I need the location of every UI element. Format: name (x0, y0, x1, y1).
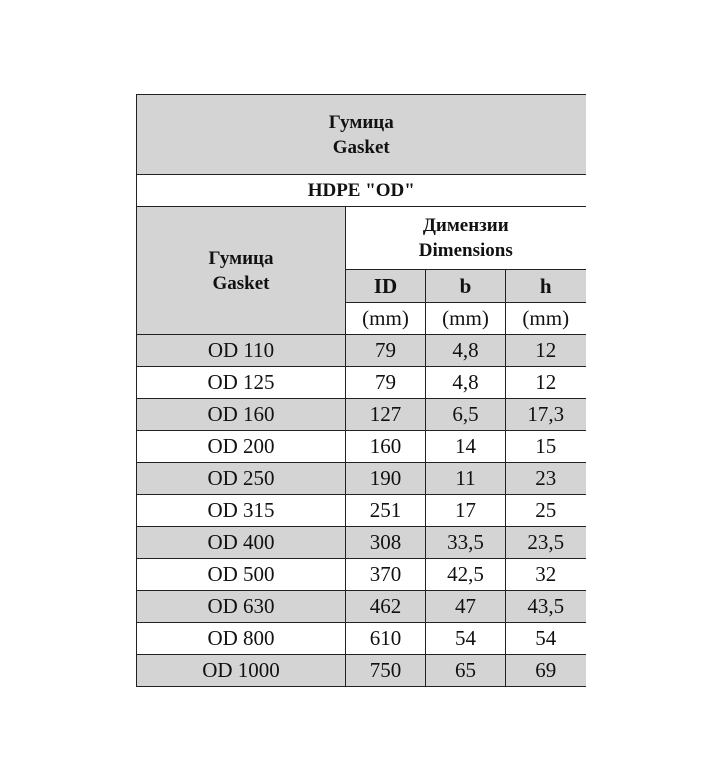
gasket-cell: OD 400 (137, 527, 346, 559)
id-cell: 79 (346, 367, 426, 399)
gasket-cell: OD 160 (137, 399, 346, 431)
gasket-dimensions-table (136, 94, 586, 687)
id-cell: 370 (346, 559, 426, 591)
table-row (137, 559, 586, 591)
id-cell: 190 (346, 463, 426, 495)
id-cell: 750 (346, 655, 426, 687)
dimensions-header (346, 207, 586, 270)
id-cell: 251 (346, 495, 426, 527)
table-row (137, 495, 586, 527)
table-row (137, 591, 586, 623)
table-row (137, 367, 586, 399)
title-line-1: Гумица (328, 111, 394, 133)
h-cell: 23,5 (506, 527, 586, 559)
table-row (137, 463, 586, 495)
gasket-cell: OD 630 (137, 591, 346, 623)
gasket-cell: OD 200 (137, 431, 346, 463)
gasket-column-header (137, 207, 346, 335)
table-row (137, 431, 586, 463)
id-column-header: ID (346, 270, 426, 303)
table-title (137, 95, 586, 175)
b-cell: 65 (426, 655, 506, 687)
title-line-2: Gasket (332, 136, 390, 158)
h-cell: 69 (506, 655, 586, 687)
id-cell: 610 (346, 623, 426, 655)
h-unit: (mm) (506, 303, 586, 335)
b-cell: 33,5 (426, 527, 506, 559)
id-cell: 79 (346, 335, 426, 367)
gasket-header-line-1: Гумица (208, 247, 274, 269)
table-row (137, 623, 586, 655)
table-row (137, 335, 586, 367)
table-row (137, 655, 586, 687)
b-cell: 6,5 (426, 399, 506, 431)
b-cell: 4,8 (426, 335, 506, 367)
h-cell: 17,3 (506, 399, 586, 431)
table-subtitle: HDPE "OD" (137, 175, 586, 207)
h-cell: 23 (506, 463, 586, 495)
id-unit: (mm) (346, 303, 426, 335)
b-column-header: b (426, 270, 506, 303)
id-cell: 462 (346, 591, 426, 623)
table-row (137, 527, 586, 559)
table-row (137, 399, 586, 431)
dimensions-header-line-1: Димензии (422, 215, 509, 236)
b-cell: 11 (426, 463, 506, 495)
gasket-cell: OD 315 (137, 495, 346, 527)
b-cell: 14 (426, 431, 506, 463)
gasket-cell: OD 500 (137, 559, 346, 591)
b-cell: 17 (426, 495, 506, 527)
b-cell: 4,8 (426, 367, 506, 399)
h-cell: 12 (506, 335, 586, 367)
h-cell: 12 (506, 367, 586, 399)
id-cell: 127 (346, 399, 426, 431)
b-cell: 54 (426, 623, 506, 655)
b-unit: (mm) (426, 303, 506, 335)
h-cell: 32 (506, 559, 586, 591)
gasket-cell: OD 1000 (137, 655, 346, 687)
dimensions-header-line-2: Dimensions (418, 240, 513, 261)
h-cell: 54 (506, 623, 586, 655)
gasket-header-line-2: Gasket (212, 272, 270, 294)
h-column-header: h (506, 270, 586, 303)
id-cell: 160 (346, 431, 426, 463)
gasket-cell: OD 250 (137, 463, 346, 495)
gasket-cell: OD 110 (137, 335, 346, 367)
h-cell: 43,5 (506, 591, 586, 623)
id-cell: 308 (346, 527, 426, 559)
h-cell: 15 (506, 431, 586, 463)
b-cell: 47 (426, 591, 506, 623)
b-cell: 42,5 (426, 559, 506, 591)
gasket-cell: OD 800 (137, 623, 346, 655)
gasket-cell: OD 125 (137, 367, 346, 399)
h-cell: 25 (506, 495, 586, 527)
